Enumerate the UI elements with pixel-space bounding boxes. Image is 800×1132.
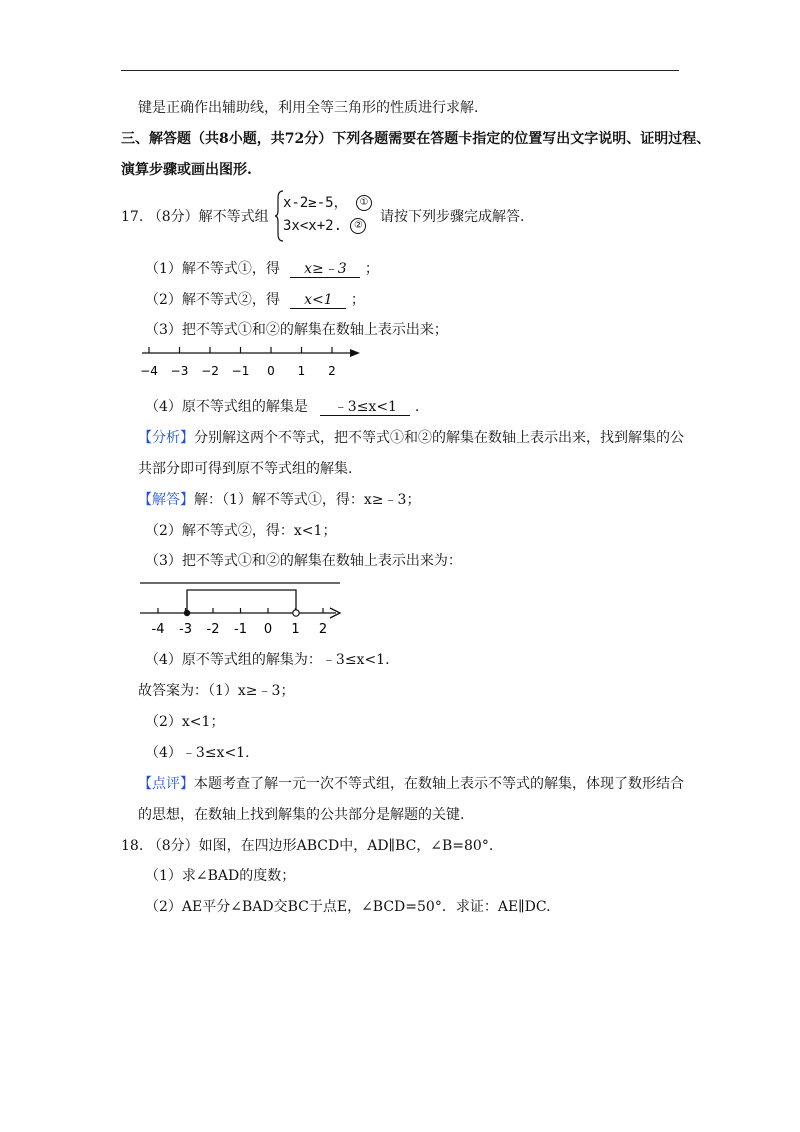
solution-line4: （4）原不等式组的解集为：﹣3≤x<1. (145, 652, 390, 668)
analysis-tag: 【分析】 (138, 430, 194, 446)
open-dot-icon (293, 610, 299, 616)
q17-step4 (145, 397, 419, 417)
number-line-blank (136, 340, 376, 380)
system-row-2 (283, 218, 366, 234)
axis-label: −2 (201, 364, 219, 378)
comment-line1 (138, 774, 684, 794)
q17-step1 (145, 259, 379, 279)
q18-line1: 18. （8分）如图，在四边形ABCD中，AD∥BC，∠B=80°. (121, 838, 494, 854)
header-rule (121, 70, 679, 71)
axis-label: 2 (328, 364, 336, 378)
step2-prefix: （2）解不等式②，得 (145, 292, 280, 308)
axis-label: 1 (297, 364, 306, 378)
step4-answer: ﹣3≤x<1 (320, 399, 410, 416)
section-heading-line2: 演算步骤或画出图形. (121, 162, 252, 178)
q18-line3: （2）AE平分∠BAD交BC于点E，∠BCD=50°．求证：AE∥DC. (145, 899, 551, 915)
q17-prefix: 17. （8分）解不等式组 (121, 209, 269, 225)
axis-label: −1 (231, 364, 250, 378)
step1-prefix: （1）解不等式①，得 (145, 261, 280, 277)
closed-dot-icon (184, 610, 190, 616)
inequality-2-text: 3x<x+2. (283, 218, 343, 234)
solution-line2: （2）解不等式②，得：x<1； (145, 523, 337, 539)
q17-step3: （3）把不等式①和②的解集在数轴上表示出来； (145, 322, 448, 338)
inequality-system (275, 190, 385, 242)
analysis-text1: 分别解这两个不等式，把不等式①和②的解集在数轴上表示出来，找到解集的公 (194, 430, 684, 446)
axis-label: −4 (140, 364, 158, 378)
comment-tag: 【点评】 (138, 776, 194, 792)
q17-step2 (145, 290, 365, 310)
analysis-line2: 共部分即可得到原不等式组的解集. (138, 461, 353, 477)
axis-label: 1 (291, 622, 300, 637)
circle-mark-1: ① (356, 195, 372, 211)
axis-label: 2 (318, 622, 328, 637)
step4-prefix: （4）原不等式组的解集是 (145, 399, 308, 415)
axis-label: -1 (234, 622, 247, 637)
q17-suffix: 请按下列步骤完成解答. (380, 209, 525, 225)
section-heading-line1: 三、解答题（共8小题，共72分）下列各题需要在答题卡指定的位置写出文字说明、证明过程、 (121, 131, 711, 147)
arrow-icon (350, 349, 360, 357)
number-line-solution (136, 576, 356, 638)
solution-line7: （4）﹣3≤x<1. (145, 745, 250, 761)
step1-end: ； (364, 261, 379, 277)
step1-answer: x≥﹣3 (290, 261, 360, 278)
axis-label: -3 (179, 622, 192, 637)
step2-end: ； (350, 292, 365, 308)
system-row-1 (283, 192, 372, 212)
analysis-line1 (138, 428, 684, 448)
step4-end: . (414, 399, 420, 415)
inequality-1-text: x-2≥-5， (283, 195, 348, 211)
comment-text1: 本题考查了解一元一次不等式组，在数轴上表示不等式的解集，体现了数形结合 (194, 776, 684, 792)
comment-line2: 的思想，在数轴上找到解集的公共部分是解题的关键. (138, 807, 465, 823)
q18-line2: （1）求∠BAD的度数； (145, 868, 296, 884)
solution-line3: （3）把不等式①和②的解集在数轴上表示出来为： (145, 553, 462, 569)
solution-line6: （2）x<1； (145, 714, 225, 730)
solution-text1: 解：（1）解不等式①，得：x≥﹣3； (194, 492, 421, 508)
solution-set-bracket (187, 590, 296, 613)
solution-tag: 【解答】 (138, 492, 194, 508)
axis-label: 0 (263, 622, 273, 637)
top-line-text: 键是正确作出辅助线，利用全等三角形的性质进行求解. (138, 100, 479, 116)
solution-line1 (138, 490, 420, 510)
axis-label: −3 (170, 364, 189, 378)
circle-mark-2: ② (350, 218, 366, 234)
step2-answer: x<1 (290, 292, 346, 309)
axis-label: -2 (206, 622, 220, 637)
solution-line5: 故答案为：（1）x≥﹣3； (138, 683, 295, 699)
axis-label: -4 (151, 622, 165, 637)
axis-label: 0 (267, 364, 275, 378)
